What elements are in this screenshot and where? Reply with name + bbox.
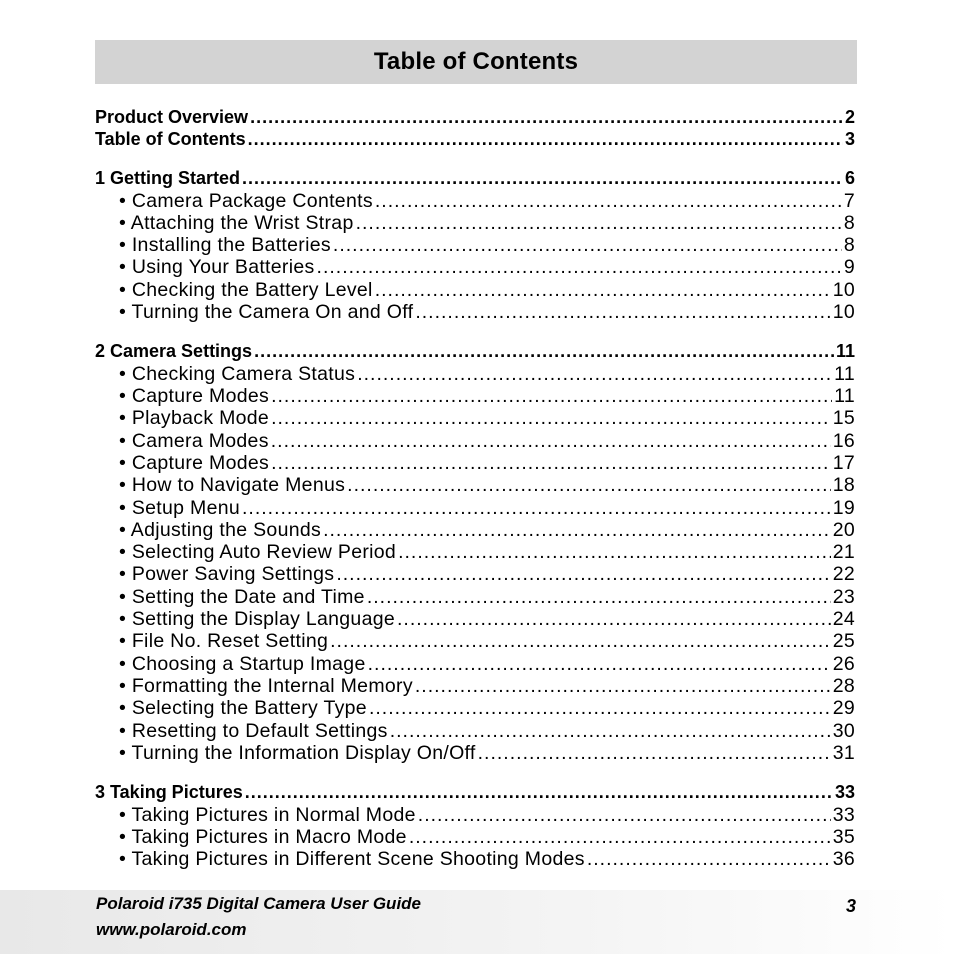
toc-entry-page: 20 <box>832 518 855 541</box>
toc-entry-label: • Taking Pictures in Different Scene Shooting Modes <box>119 848 585 871</box>
toc-entry-label: • How to Navigate Menus <box>119 474 346 497</box>
toc-entry-label: 3 Taking Pictures <box>95 782 243 803</box>
title-bar <box>95 40 857 84</box>
toc-entry-row[interactable] <box>95 563 855 585</box>
toc-entry-row[interactable] <box>95 586 855 608</box>
toc-entry-label: • Power Saving Settings <box>119 563 335 586</box>
toc-entry-page: 7 <box>843 189 855 212</box>
toc-entry-row[interactable] <box>95 804 855 826</box>
toc-entry-row[interactable] <box>95 630 855 652</box>
dot-leader <box>397 608 831 630</box>
toc-entry-label: • Setting the Date and Time <box>119 585 365 608</box>
dot-leader <box>271 385 832 407</box>
toc-entry-label: • Capture Modes <box>119 451 270 474</box>
toc-entry-label: • Turning the Information Display On/Off <box>119 741 476 764</box>
toc-entry-page: 10 <box>832 278 855 301</box>
toc-entry-page: 10 <box>832 300 855 323</box>
dot-leader <box>357 363 832 385</box>
toc-entry-page: 11 <box>834 362 855 385</box>
toc-entry-row[interactable] <box>95 720 855 742</box>
toc-entry-page: 9 <box>843 256 855 279</box>
toc-entry-label: • Formatting the Internal Memory <box>119 674 413 697</box>
dot-leader <box>347 474 831 496</box>
toc-heading-row[interactable] <box>95 168 855 190</box>
toc-entry-row[interactable] <box>95 430 855 452</box>
toc-entry-row[interactable] <box>95 519 855 541</box>
toc-entry-label: • Taking Pictures in Macro Mode <box>119 825 407 848</box>
dot-leader <box>242 497 831 519</box>
toc-entry-page: 19 <box>832 496 855 519</box>
dot-leader <box>418 804 831 826</box>
toc-entry-page: 33 <box>834 782 855 803</box>
toc-entry-label: • Using Your Batteries <box>119 256 315 279</box>
dot-leader <box>254 341 834 363</box>
page-title: Table of Contents <box>373 48 579 75</box>
toc-entry-label: • Installing the Batteries <box>119 234 331 257</box>
dot-leader <box>356 212 842 234</box>
toc-entry-page: 35 <box>832 825 855 848</box>
dot-leader <box>390 720 831 742</box>
toc-entry-label: • Attaching the Wrist Strap <box>119 211 354 234</box>
toc-entry-label: • Setup Menu <box>119 496 240 519</box>
toc-entry-label: • Selecting Auto Review Period <box>119 541 397 564</box>
footer-page-number: 3 <box>846 896 857 916</box>
toc-entry-page: 3 <box>844 128 855 149</box>
toc-entry-row[interactable] <box>95 301 855 323</box>
footer-guide-title: Polaroid i735 Digital Camera User Guide <box>96 894 422 913</box>
section-gap <box>95 150 855 168</box>
toc-entry-label: • Camera Package Contents <box>119 189 373 212</box>
dot-leader <box>415 301 830 323</box>
footer <box>0 890 954 954</box>
dot-leader <box>317 256 842 278</box>
toc-entry-row[interactable] <box>95 608 855 630</box>
toc-entry-row[interactable] <box>95 256 855 278</box>
toc-entry-row[interactable] <box>95 742 855 764</box>
toc-entry-page: 33 <box>832 803 855 826</box>
toc-entry-page: 6 <box>844 168 855 188</box>
toc-entry-label: • Checking Camera Status <box>119 362 356 385</box>
toc-entry-page: 25 <box>832 630 855 653</box>
toc-entry-page: 8 <box>843 234 855 257</box>
toc-entry-label: • Taking Pictures in Normal Mode <box>119 803 416 826</box>
toc-entry-label: • Capture Modes <box>119 385 270 408</box>
toc-entry-page: 26 <box>832 652 855 675</box>
dot-leader <box>336 563 830 585</box>
toc-entry-label: • Camera Modes <box>119 429 269 452</box>
toc-entry-row[interactable] <box>95 234 855 256</box>
section-gap <box>95 323 855 341</box>
toc-entry-label: • Resetting to Default Settings <box>119 719 388 742</box>
toc-entry-row[interactable] <box>95 826 855 848</box>
toc-entry-label: 1 Getting Started <box>95 168 241 188</box>
toc-entry-row[interactable] <box>95 474 855 496</box>
toc-entry-row[interactable] <box>95 653 855 675</box>
dot-leader <box>398 541 831 563</box>
toc-entry-label: Product Overview <box>95 107 249 127</box>
toc-entry-row[interactable] <box>95 407 855 429</box>
dot-leader <box>375 279 831 301</box>
table-of-contents <box>95 107 855 871</box>
dot-leader <box>375 190 842 212</box>
toc-entry-page: 15 <box>832 407 855 430</box>
dot-leader <box>478 742 831 764</box>
toc-heading-row[interactable] <box>95 341 855 363</box>
section-gap <box>95 764 855 782</box>
dot-leader <box>587 848 831 870</box>
toc-entry-label: • Turning the Camera On and Off <box>119 300 414 323</box>
dot-leader <box>415 675 831 697</box>
toc-entry-page: 21 <box>832 541 855 564</box>
toc-heading-row[interactable] <box>95 129 855 151</box>
toc-entry-row[interactable] <box>95 279 855 301</box>
toc-entry-page: 11 <box>835 341 855 362</box>
toc-entry-label: • File No. Reset Setting <box>119 630 329 653</box>
dot-leader <box>369 697 831 719</box>
toc-entry-page: 8 <box>843 211 855 234</box>
toc-entry-page: 2 <box>844 107 855 127</box>
toc-entry-row[interactable] <box>95 363 855 385</box>
toc-entry-label: • Selecting the Battery Type <box>119 697 367 720</box>
dot-leader <box>248 129 843 151</box>
toc-entry-page: 31 <box>832 741 855 764</box>
toc-entry-page: 36 <box>832 848 855 871</box>
toc-entry-page: 11 <box>834 385 855 408</box>
toc-entry-label: Table of Contents <box>95 128 246 149</box>
toc-entry-page: 30 <box>832 719 855 742</box>
dot-leader <box>409 826 831 848</box>
toc-entry-row[interactable] <box>95 452 855 474</box>
dot-leader <box>330 630 831 652</box>
dot-leader <box>250 107 843 129</box>
dot-leader <box>242 168 843 190</box>
toc-entry-page: 18 <box>832 474 855 497</box>
toc-entry-page: 23 <box>832 585 855 608</box>
toc-entry-page: 22 <box>832 563 855 586</box>
toc-entry-row[interactable] <box>95 212 855 234</box>
toc-entry-row[interactable] <box>95 697 855 719</box>
toc-entry-label: • Checking the Battery Level <box>119 278 373 301</box>
toc-entry-row[interactable] <box>95 848 855 870</box>
dot-leader <box>271 452 831 474</box>
dot-leader <box>271 407 831 429</box>
dot-leader <box>323 519 831 541</box>
toc-entry-page: 28 <box>832 674 855 697</box>
dot-leader <box>271 430 831 452</box>
toc-entry-label: • Choosing a Startup Image <box>119 652 366 675</box>
toc-entry-label: • Setting the Display Language <box>119 608 396 631</box>
toc-entry-row[interactable] <box>95 675 855 697</box>
toc-entry-page: 29 <box>832 697 855 720</box>
toc-entry-row[interactable] <box>95 497 855 519</box>
toc-entry-page: 17 <box>832 451 855 474</box>
dot-leader <box>367 586 831 608</box>
toc-entry-page: 24 <box>832 608 855 631</box>
dot-leader <box>368 653 831 675</box>
toc-entry-page: 16 <box>832 429 855 452</box>
toc-entry-label: • Adjusting the Sounds <box>119 518 322 541</box>
toc-heading-row[interactable] <box>95 107 855 129</box>
dot-leader <box>245 782 833 804</box>
toc-entry-label: • Playback Mode <box>119 407 270 430</box>
toc-entry-label: 2 Camera Settings <box>95 341 253 362</box>
toc-heading-row[interactable] <box>95 782 855 804</box>
toc-entry-row[interactable] <box>95 541 855 563</box>
toc-entry-row[interactable] <box>95 385 855 407</box>
footer-website: www.polaroid.com <box>96 920 247 939</box>
toc-entry-row[interactable] <box>95 190 855 212</box>
dot-leader <box>333 234 842 256</box>
